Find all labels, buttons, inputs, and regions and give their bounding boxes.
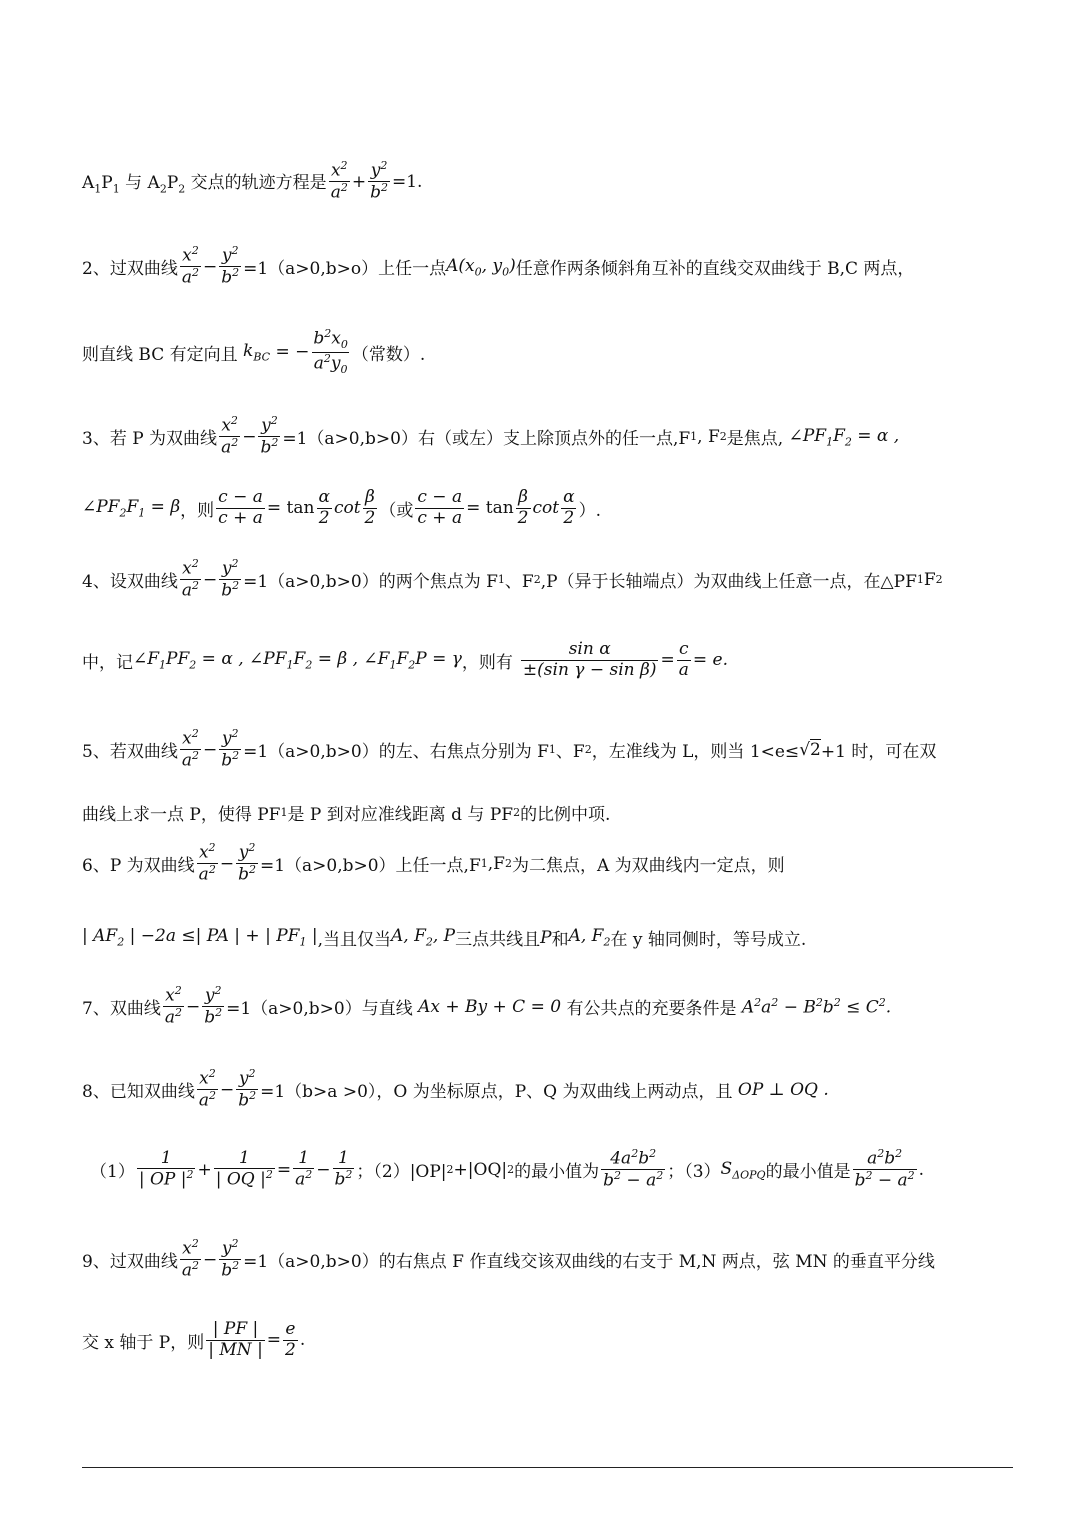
item-8-line-1: 8、已知双曲线 $\frac{x^2}{a^2}$ − $\frac{y^2}{b^2}$ =1（b>a >0），O 为坐标原点，P、Q 为双曲线上两动点，且 OP ⊥ OQ .: [82, 1067, 829, 1111]
condition-text: =1（a>0,b>0）与直线: [226, 999, 413, 1020]
item-text: 交 x 轴于 P，则: [82, 1332, 205, 1353]
item-text: 的最小值是: [765, 1162, 851, 1183]
item-text: ，左准线为 L，则当 1<e≤: [591, 742, 800, 763]
condition-text: =1（a>0,b>o）上任一点: [243, 259, 447, 280]
item-6-line-1: 6、P 为双曲线 $\frac{x^2}{a^2}$ − $\frac{y^2}{b^2}$ =1（a>0,b>0）上任一点,F 1 ,F 2 为二焦点，A 为双曲线内一定点，则: [82, 841, 785, 885]
item-text: 三点共线且: [455, 930, 541, 950]
item-3-line-2: $\angle PF_2F_1 = \beta$ ，则 $\frac{c - a}{c + a}$ = tan $\frac{\alpha}{2}$ cot $\frac{\beta}{2}$ （或 $\frac{c - a}{c + a}$ = tan $\frac{\beta}{2}$ cot $\frac{\alpha}{2}$ ）.: [82, 487, 601, 528]
item-text: 的比例中项.: [520, 805, 611, 825]
item-5-line-2: 曲线上求一点 P，使得 PF 1 是 P 到对应准线距离 d 与 PF 2 的比例中项.: [82, 800, 1014, 825]
item-text: 和: [551, 930, 569, 950]
item-9-line-2: 交 x 轴于 P，则 $\frac{| PF |}{| MN |}$ = $\frac{e}{2}$ .: [82, 1319, 306, 1360]
condition-text: =1（a>0,b>0）的左、右焦点分别为 F: [243, 742, 549, 763]
item-text: ）.: [578, 500, 601, 521]
item-text: 曲线上求一点 P，使得 PF: [82, 805, 281, 825]
item-label: 5、若双曲线: [82, 742, 178, 763]
item-text: 有公共点的充要条件是: [566, 999, 737, 1020]
item-text: +1 时，可在双: [820, 742, 937, 763]
text: $A_1P_1$ 与 $A_2P_2$ 交点的轨迹方程是: [82, 173, 327, 196]
item-text: 的最小值为: [514, 1162, 600, 1183]
item-text: （或: [379, 500, 414, 521]
item-text: （常数）.: [351, 344, 426, 365]
item-text: +|OQ|: [453, 1159, 508, 1180]
item-text: 在 y 轴同侧时，等号成立.: [610, 930, 807, 950]
item-label: 4、设双曲线: [82, 572, 178, 593]
item-text: 中，记: [82, 652, 133, 673]
item-text: ,F: [487, 853, 505, 874]
sqrt-2: √2: [799, 739, 821, 760]
item-5-line-1: 5、若双曲线 $\frac{x^2}{a^2}$ − $\frac{y^2}{b^2}$ =1（a>0,b>0）的左、右焦点分别为 F 1 、F 2 ，左准线为 L，则当 1<e≤ √2 +1 时，可在双: [82, 727, 937, 771]
item-text: 是 P 到对应准线距离 d 与 PF: [287, 805, 514, 825]
item-4-line-2: 中，记 $\angle F_1PF_2 = \alpha$ , $\angle PF_1F_2 = \beta$ , $\angle F_1F_2P = \gamma$ ，则有 $\frac{\text{sin α}}{\text{±(sin γ − sin β)}}$ = $\frac{c}{a}$ = e.: [82, 639, 728, 680]
item-9-line-1: 9、过双曲线 $\frac{x^2}{a^2}$ − $\frac{y^2}{b^2}$ =1（a>0,b>0）的右焦点 F 作直线交该双曲线的右支于 M,N 两点，弦 MN 的垂直平分线: [82, 1237, 935, 1281]
item-label: 7、双曲线: [82, 999, 161, 1020]
item-text: ，则: [180, 500, 215, 521]
item-3-line-1: 3、若 P 为双曲线 $\frac{x^2}{a^2}$ − $\frac{y^2}{b^2}$ =1（a>0,b>0）右（或左）支上除顶点外的任一点,F 1 , F 2 是焦点, $\angle PF_1F_2 = \alpha$ ,: [82, 414, 900, 458]
equation-tail: =1.: [391, 171, 423, 192]
item-7-line: 7、双曲线 $\frac{x^2}{a^2}$ − $\frac{y^2}{b^2}$ =1（a>0,b>0）与直线 Ax + By + C = 0 有公共点的充要条件是 $A^2a^2 - B^2b^2 \le C^2$.: [82, 984, 892, 1028]
item-label: 2、过双曲线: [82, 259, 178, 280]
item-text: ；（3）: [667, 1162, 721, 1183]
item-text: 任意作两条倾斜角互补的直线交双曲线于 B,C 两点，: [515, 259, 915, 280]
item-2-line-2: 则直线 BC 有定向且 $k_{BC}$ = − $\frac{b^2x_0}{a^2y_0}$ （常数）.: [82, 327, 426, 376]
item-text: , F: [697, 426, 720, 447]
item-6-line-2: | $AF_2$ | −2a ≤| PA | + | $PF_1$ | ,当且仅当 A, $F_2$, P 三点共线且 P 和 A, $F_2$ 在 y 轴同侧时，等号成立.: [82, 926, 807, 950]
condition-text: =1（a>0,b>0）的两个焦点为 F: [243, 572, 498, 593]
item-text: ,P（异于长轴端点）为双曲线上任意一点，在△PF: [540, 572, 917, 593]
item-8-line-2: （1） $\frac{1}{| OP |^2}$ + $\frac{1}{| OQ |^2}$ = $\frac{1}{a^2}$ − $\frac{1}{b^2}$ ；（2）|OP| 2 +|OQ| 2 的最小值为 $\frac{4a^2b^2}{b^2 - a^2}$ ；（3） $S_{\Delta OPQ}$ 的最小值是 $\frac{a^2b^2}{b^2 - a^2}$ .: [90, 1147, 925, 1191]
footer-rule: [82, 1467, 1013, 1468]
item-label: 3、若 P 为双曲线: [82, 429, 218, 450]
condition-text: =1（a>0,b>0）的右焦点 F 作直线交该双曲线的右支于 M,N 两点，弦 MN 的垂直平分线: [243, 1252, 935, 1273]
item-text: 则直线 BC 有定向且: [82, 344, 238, 365]
item-text: 为二焦点，A 为双曲线内一定点，则: [511, 856, 785, 877]
item-label: 6、P 为双曲线: [82, 856, 195, 877]
item-text: F: [923, 569, 936, 590]
item-2-line-1: 2、过双曲线 $\frac{x^2}{a^2}$ − $\frac{y^2}{b^2}$ =1（a>0,b>o）上任一点 $A(x_0$, $y_0$) 任意作两条倾斜角互补的直线交双曲线于 B,C 两点，: [82, 244, 915, 288]
item-text: 、F: [504, 572, 534, 593]
item-text: ,当且仅当: [317, 930, 391, 950]
item-text: ，则有: [461, 652, 513, 673]
item-label: 9、过双曲线: [82, 1252, 178, 1273]
item-label: 8、已知双曲线: [82, 1082, 195, 1103]
condition-text: =1（b>a >0），O 为坐标原点，P、Q 为双曲线上两动点，且: [260, 1082, 733, 1103]
item-4-line-1: 4、设双曲线 $\frac{x^2}{a^2}$ − $\frac{y^2}{b^2}$ =1（a>0,b>0）的两个焦点为 F 1 、F 2 ,P（异于长轴端点）为双曲线上任意一点，在△PF 1 F 2: [82, 557, 943, 601]
item-text: ；（2）|OP|: [356, 1162, 447, 1183]
condition-text: =1（a>0,b>0）右（或左）支上除顶点外的任一点,F: [282, 429, 691, 450]
item-text: （1）: [90, 1162, 135, 1183]
locus-line: $A_1P_1$ 与 $A_2P_2$ 交点的轨迹方程是 $\frac{x^2}{a^2}$ + $\frac{y^2}{b^2}$ =1.: [82, 159, 423, 203]
item-text: 是焦点,: [726, 429, 784, 450]
item-text: 、F: [555, 742, 585, 763]
condition-text: =1（a>0,b>0）上任一点,F: [259, 856, 481, 877]
